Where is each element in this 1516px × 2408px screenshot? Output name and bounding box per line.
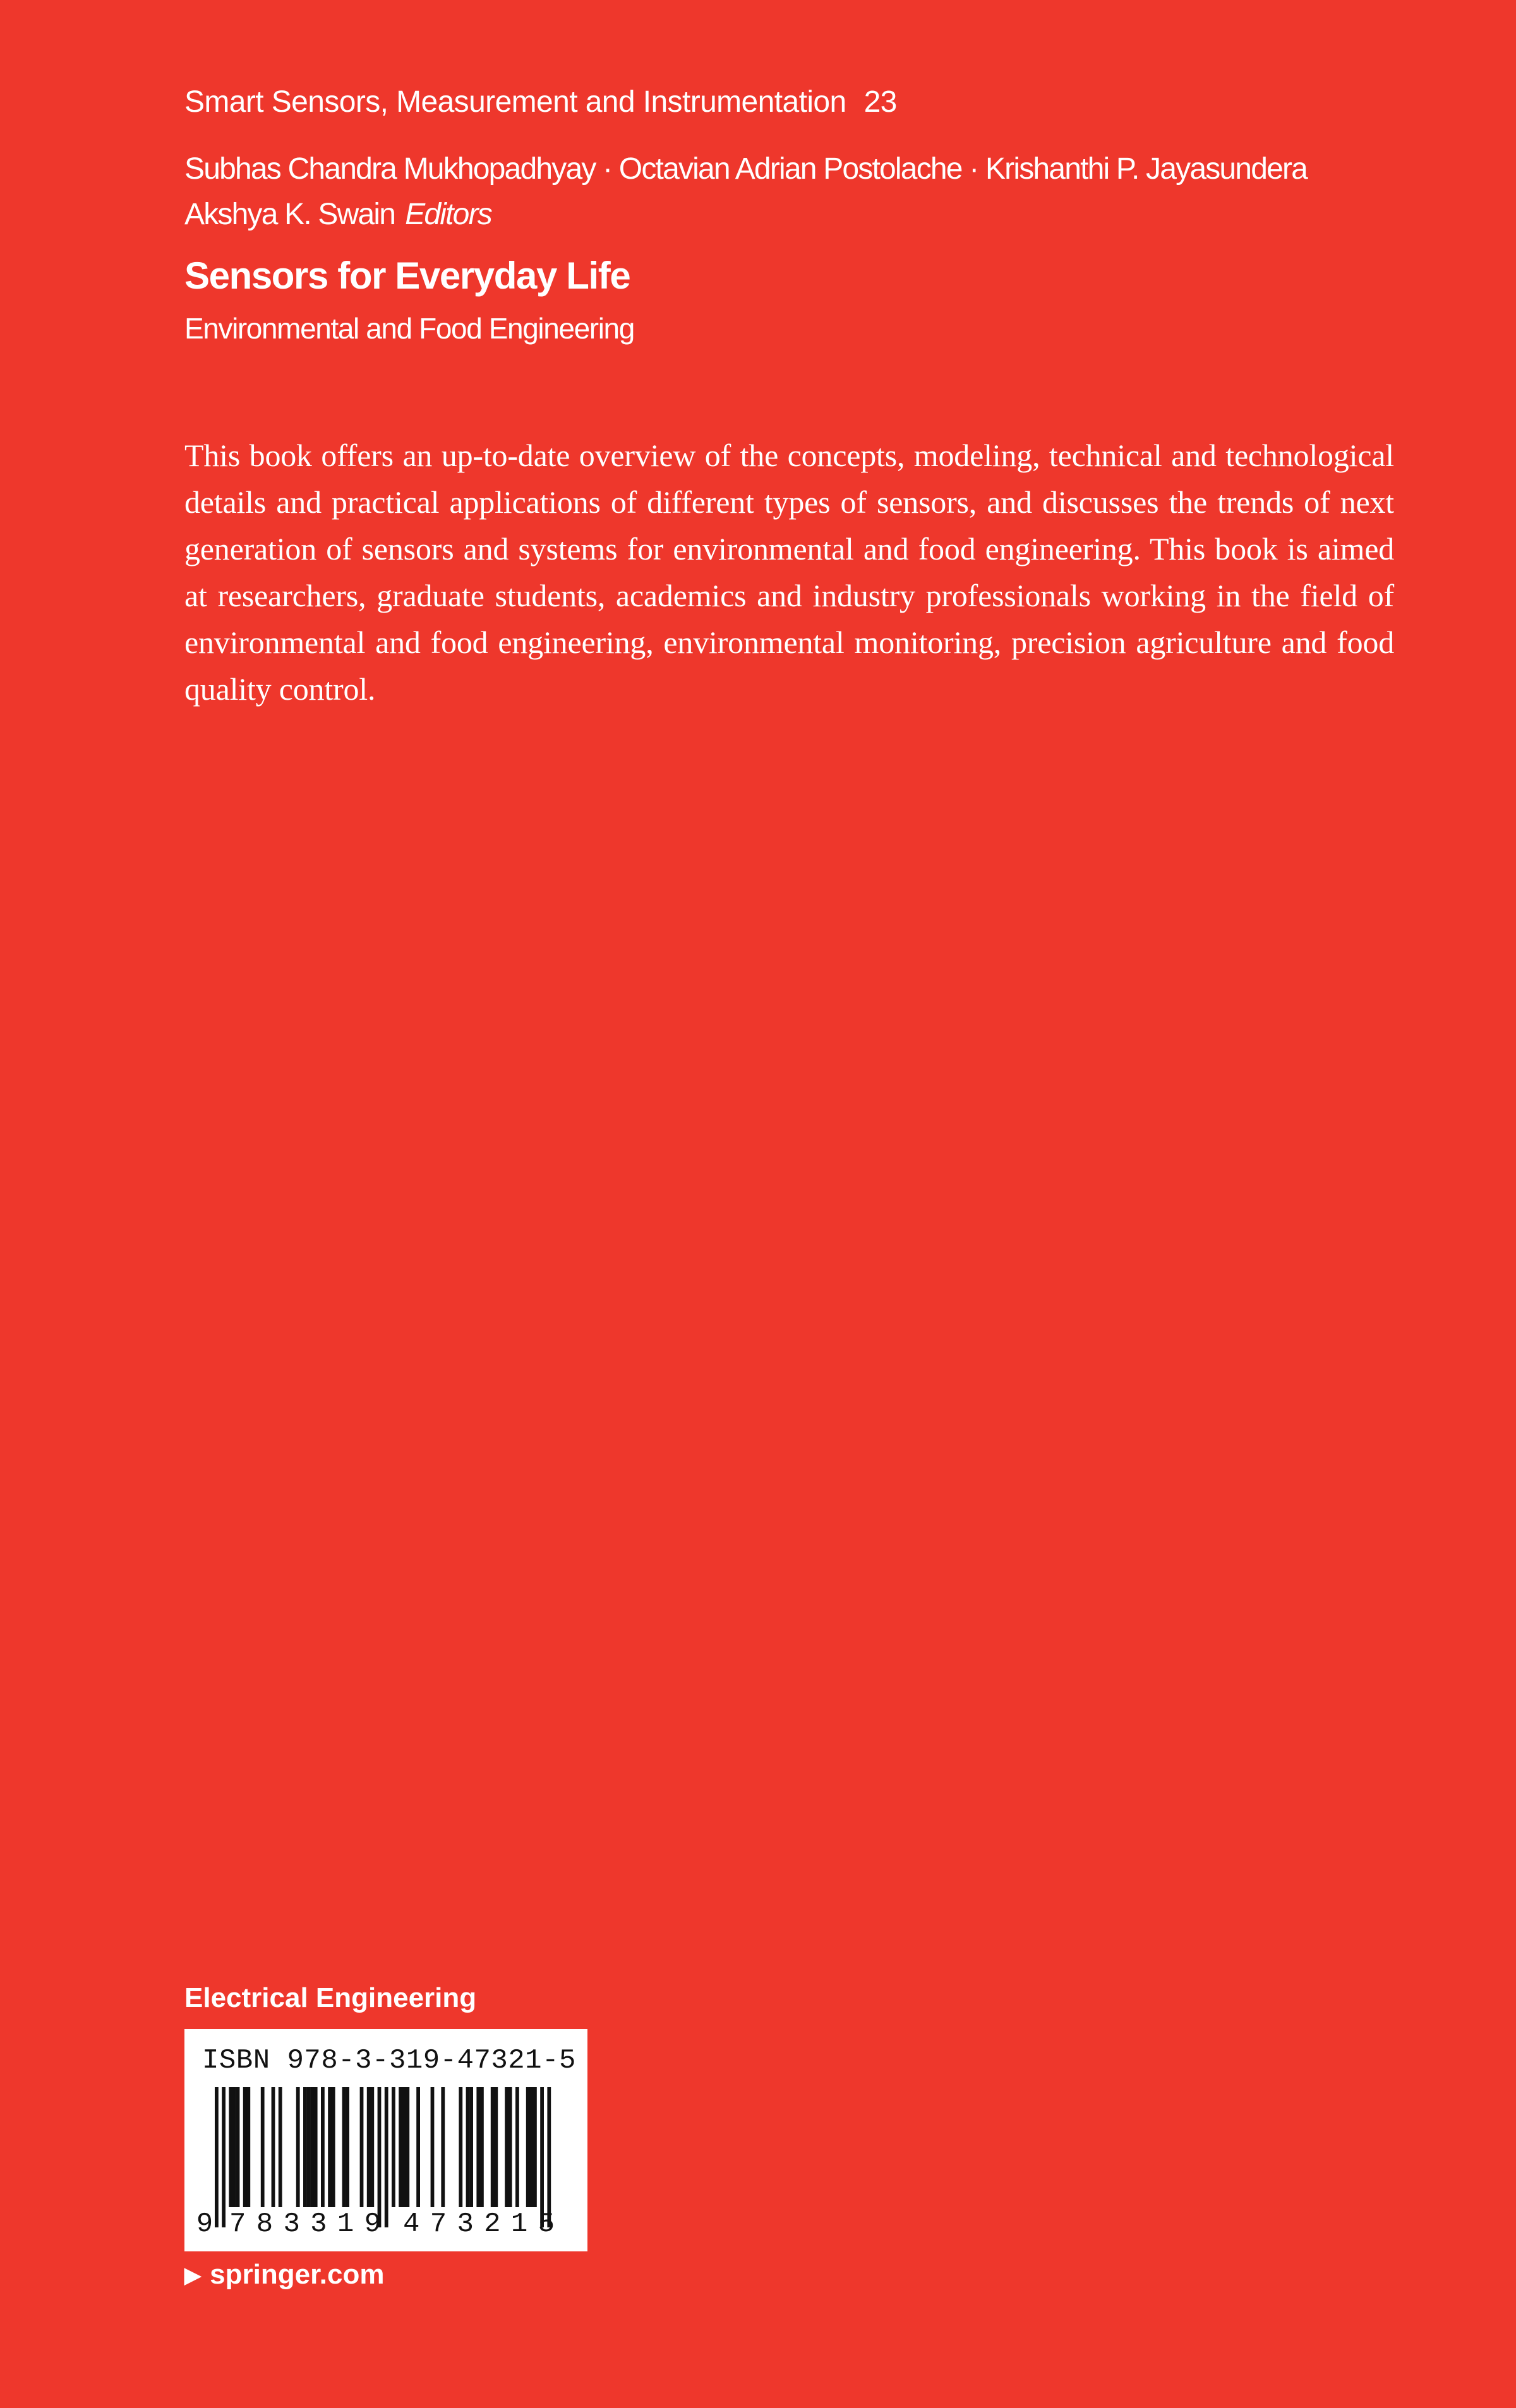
publisher-link[interactable] xyxy=(184,2256,384,2294)
barcode-bar xyxy=(321,2087,325,2207)
editors-block xyxy=(184,147,1307,237)
barcode-bar xyxy=(441,2087,445,2207)
barcode-bar xyxy=(392,2087,395,2207)
barcode-bar xyxy=(416,2087,420,2207)
barcode-graphic xyxy=(196,2087,575,2236)
barcode-bar xyxy=(402,2087,406,2207)
editor-name: Akshya K. Swain xyxy=(184,198,395,231)
barcode-digits-right: 473215 xyxy=(403,2208,555,2236)
barcode-bar xyxy=(332,2087,335,2207)
subject-category: Electrical Engineering xyxy=(184,1982,477,2013)
barcode-bar xyxy=(515,2087,519,2207)
description-text: This book offers an up-to-date overview of the concepts, modeling, technical and technological details and practical applications of different types of sensors, and discusses the trends of next generation of sensors and systems for environmental and food engineering. This book is aimed at researchers, graduate students, academics and industry professionals working in the field of environmental and food engineering, environmental monitoring, precision agriculture and food quality control. xyxy=(184,438,1394,707)
barcode-bar xyxy=(508,2087,512,2207)
barcode-bar xyxy=(526,2087,530,2207)
barcode-bar xyxy=(529,2087,533,2207)
barcode-bar xyxy=(229,2087,232,2207)
barcode-bar xyxy=(310,2087,314,2207)
barcode-bar xyxy=(232,2087,236,2207)
barcode-bar xyxy=(378,2087,382,2227)
barcode-bar xyxy=(222,2087,226,2227)
barcode-bar xyxy=(328,2087,332,2207)
barcode-bar xyxy=(476,2087,480,2207)
barcode-bar xyxy=(303,2087,307,2207)
barcode-bar xyxy=(246,2087,250,2207)
book-subtitle: Environmental and Food Engineering xyxy=(184,312,634,345)
barcode-bar xyxy=(296,2087,300,2207)
barcode-bar xyxy=(459,2087,462,2207)
barcode-bar xyxy=(540,2087,544,2227)
series-name: Smart Sensors, Measurement and Instrumentation xyxy=(184,85,846,119)
barcode-bar xyxy=(547,2087,551,2227)
book-description xyxy=(184,432,1394,712)
barcode-bar xyxy=(346,2087,349,2207)
barcode-bar xyxy=(505,2087,508,2207)
barcode-bar xyxy=(236,2087,240,2207)
barcode-bar xyxy=(272,2087,275,2207)
barcode-bar xyxy=(307,2087,311,2207)
book-title: Sensors for Everyday Life xyxy=(184,255,630,297)
barcode-bar xyxy=(367,2087,371,2207)
editors-line-1: Subhas Chandra Mukhopadhyay · Octavian Adrian Postolache · Krishanthi P. Jayasundera xyxy=(184,152,1308,186)
barcode-bar xyxy=(469,2087,473,2207)
barcode-bar xyxy=(533,2087,537,2207)
barcode-bar xyxy=(314,2087,318,2207)
series-line xyxy=(184,82,897,123)
barcode-bar xyxy=(215,2087,219,2227)
barcode-bar xyxy=(360,2087,364,2207)
barcode-bars xyxy=(215,2087,551,2227)
barcode-bar xyxy=(466,2087,470,2207)
barcode-bar xyxy=(480,2087,484,2207)
editors-line-2 xyxy=(184,192,1307,237)
editors-role: Editors xyxy=(405,198,491,231)
series-number: 23 xyxy=(863,85,897,119)
publisher-website[interactable]: springer.com xyxy=(210,2259,385,2290)
barcode-bar xyxy=(431,2087,435,2207)
barcode-bar xyxy=(261,2087,265,2207)
barcode-digits-left: 783319 xyxy=(229,2208,381,2236)
isbn-label: ISBN 978-3-319-47321-5 xyxy=(202,2045,576,2076)
barcode-digit-first: 9 xyxy=(196,2208,214,2236)
barcode-bar xyxy=(342,2087,346,2207)
triangle-right-icon: ▶ xyxy=(184,2263,202,2287)
barcode-bar xyxy=(491,2087,495,2207)
barcode-bar xyxy=(385,2087,388,2227)
barcode-bar xyxy=(370,2087,374,2207)
barcode-bar xyxy=(406,2087,409,2207)
isbn-barcode xyxy=(184,2029,587,2251)
barcode-bar xyxy=(279,2087,282,2207)
barcode-bar xyxy=(399,2087,402,2207)
barcode-bar xyxy=(494,2087,498,2207)
barcode-bar xyxy=(243,2087,247,2207)
